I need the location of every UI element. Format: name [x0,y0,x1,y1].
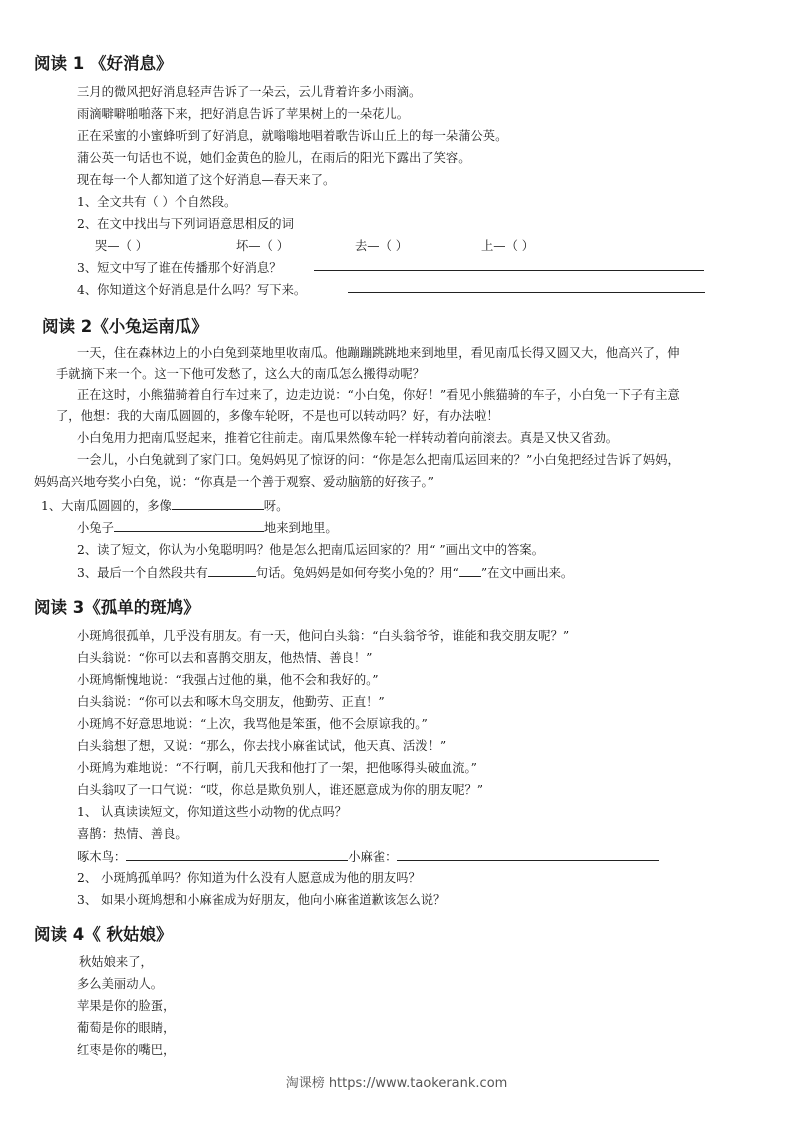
s3-question-2: 2、 小斑鸠孤单吗？你知道为什么没有人愿意成为他的朋友吗？ [77,871,421,885]
s2-paragraph-4: 一会儿，小白兔就到了家门口。兔妈妈见了惊讶的问：“你是怎么把南瓜运回来的？”小白兔把经过告诉了妈妈， [77,453,680,467]
s4-poem-line-2: 多么美丽动人。 [77,977,164,991]
s1-question-2: 2、在文中找出与下列词语意思相反的词 [77,217,294,231]
s1-paragraph-1: 三月的微风把好消息轻声告诉了一朵云，云儿背着许多小雨滴。 [77,85,422,99]
s3-question-3: 3、 如果小斑鸠想和小麻雀成为好朋友，他向小麻雀道歉该怎么说？ [77,893,446,907]
s3-woodpecker-blank[interactable] [126,848,348,861]
s1-question-3: 3、短文中写了谁在传播那个好消息？ [77,261,282,275]
s1-antonym-1: 哭—（ ） [95,239,149,253]
section-2-title: 阅读 2《小兔运南瓜》 [42,317,208,336]
s2-paragraph-2b: 了，他想：我的大南瓜圆圆的，多像车轮呀，不是也可以转动吗？好，有办法啦！ [56,409,499,423]
s2-q1-suffix: 呀。 [263,499,289,513]
s2-q1-prefix: 1、大南瓜圆圆的，多像 [41,499,172,513]
s2-paragraph-1b: 手就摘下来一个。这一下他可发愁了，这么大的南瓜怎么搬得动呢？ [56,367,425,381]
s2-q3-underline-mark [459,564,481,577]
s3-paragraph-6: 白头翁想了想，又说：“那么，你去找小麻雀试试，他天真、活泼！” [77,739,447,753]
s3-paragraph-8: 白头翁叹了一口气说：“哎，你总是欺负别人，谁还愿意成为你的朋友呢？” [77,783,484,797]
s3-woodpecker-line [77,848,659,865]
s1-q4-answer-line[interactable] [348,280,705,293]
s2-paragraph-1: 一天，住在森林边上的小白兔到菜地里收南瓜。他蹦蹦跳跳地来到地里，看见南瓜长得又圆又大，他高兴了，伸 [77,346,680,360]
s2-q1-blank[interactable] [172,497,264,510]
section-1-title: 阅读 1 《好消息》 [34,54,173,73]
s2-question-2: 2、读了短文，你认为小兔聪明吗？他是怎么把南瓜运回家的？用“ ”画出文中的答案。 [77,543,544,557]
s4-poem-line-4: 葡萄是你的眼睛， [77,1021,176,1035]
s2-paragraph-4b: 妈妈高兴地夸奖小白兔，说：“你真是一个善于观察、爱动脑筋的好孩子。” [34,475,434,489]
s1-paragraph-4: 蒲公英一句话也不说，她们金黄色的脸儿，在雨后的阳光下露出了笑容。 [77,151,471,165]
s1-question-4: 4、你知道这个好消息是什么吗？写下来。 [77,283,307,297]
s2-q1b-prefix: 小兔子 [77,521,114,535]
s3-question-1: 1、 认真读读短文，你知道这些小动物的优点吗？ [77,805,347,819]
s1-antonym-2: 坏—（ ） [236,239,290,253]
s3-woodpecker-label: 啄木鸟： [77,850,127,864]
s2-q3-suffix: ”在文中画出来。 [480,566,574,580]
s2-q1b-blank[interactable] [114,519,264,532]
s2-paragraph-2: 正在这时，小熊猫骑着自行车过来了，边走边说：“小白兔，你好！”看见小熊猫骑的车子，小白兔一下子有主意 [77,388,680,402]
s1-paragraph-2: 雨滴噼噼啪啪落下来，把好消息告诉了苹果树上的一朵花儿。 [77,107,410,121]
s2-q3-blank[interactable] [208,564,256,577]
s3-paragraph-2: 白头翁说：“你可以去和喜鹊交朋友，他热情、善良！” [77,651,373,665]
s1-paragraph-5: 现在每一个人都知道了这个好消息—春天来了。 [77,173,336,187]
s2-paragraph-3: 小白兔用力把南瓜竖起来，推着它往前走。南瓜果然像车轮一样转动着向前滚去。真是又快又省劲。 [77,431,619,445]
footer-watermark: 淘课榜 https://www.taokerank.com [285,1076,508,1091]
s4-poem-line-1: 秋姑娘来了， [79,955,153,969]
s2-q3-prefix: 3、最后一个自然段共有 [77,566,208,580]
s1-question-1: 1、全文共有（ ）个自然段。 [77,195,237,209]
s1-antonym-4: 上—（ ） [481,239,535,253]
s2-question-1b [77,519,338,536]
s1-paragraph-3: 正在采蜜的小蜜蜂听到了好消息，就嗡嗡地唱着歌告诉山丘上的每一朵蒲公英。 [77,129,508,143]
s1-antonym-3: 去—（ ） [355,239,409,253]
s3-paragraph-1: 小斑鸠很孤单，几乎没有朋友。有一天，他问白头翁：“白头翁爷爷，谁能和我交朋友呢？” [77,629,570,643]
s2-q1b-suffix: 地来到地里。 [263,521,338,535]
s1-q3-answer-line[interactable] [314,258,704,271]
s3-paragraph-3: 小斑鸠惭愧地说：“我强占过他的巢，他不会和我好的。” [77,673,379,687]
s2-question-3 [77,564,573,581]
section-4-title: 阅读 4《 秋姑娘》 [34,925,173,944]
s2-question-1 [41,497,288,514]
s4-poem-line-5: 红枣是你的嘴巴， [77,1043,176,1057]
s2-q3-mid: 句话。兔妈妈是如何夸奖小兔的？用“ [255,566,459,580]
s3-sparrow-blank[interactable] [397,848,659,861]
s3-magpie-answer: 喜鹊：热情、善良。 [77,827,188,841]
s3-sparrow-label: 小麻雀： [348,850,398,864]
section-3-title: 阅读 3《孤单的斑鸠》 [34,598,200,617]
s4-poem-line-3: 苹果是你的脸蛋， [77,999,176,1013]
s3-paragraph-7: 小斑鸠为难地说：“不行啊，前几天我和他打了一架，把他啄得头破血流。” [77,761,477,775]
s3-paragraph-5: 小斑鸠不好意思地说：“上次，我骂他是笨蛋，他不会原谅我的。” [77,717,428,731]
s3-paragraph-4: 白头翁说：“你可以去和啄木鸟交朋友，他勤劳、正直！” [77,695,385,709]
